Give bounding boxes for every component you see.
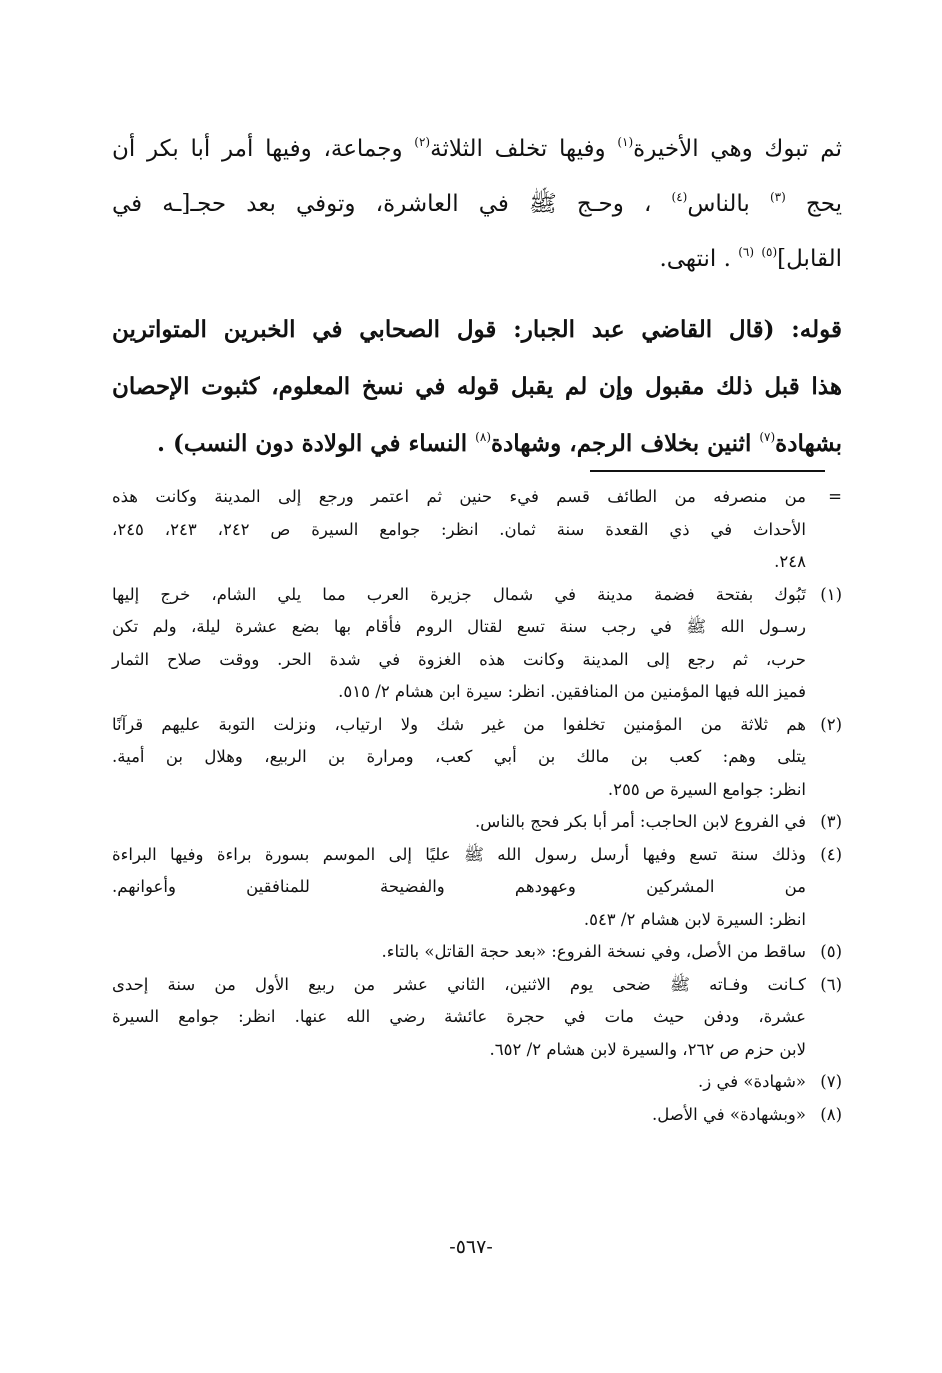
text-segment: ، وحـج ﷺ في العاشرة، وتوفي بعد حجـ[ـه في	[112, 191, 672, 217]
footnote-line: رسـول الله ﷺ في رجب سنة تسع لقتال الروم فأقام بها بضع عشرة ليلة، ولم تكن	[112, 617, 806, 636]
footnote-line: فميز الله فيها المؤمنين من المنافقين. انظر: سيرة ابن هشام ٢/ ٥١٥.	[338, 682, 806, 701]
footnote	[112, 1066, 842, 1099]
footnote-marker: (٤)	[671, 190, 688, 204]
footnote-number: (٧)	[820, 1072, 842, 1091]
text-line	[112, 177, 842, 232]
footnote	[112, 709, 842, 807]
text-segment: النساء في الولادة دون النسب) .	[157, 430, 476, 457]
footnote-marker: (٨)	[475, 430, 491, 444]
text-segment: . انتهى.	[659, 246, 739, 272]
footnote	[112, 481, 842, 579]
footnote-marker: (٢)	[414, 135, 431, 149]
text-segment: اثنين بخلاف الرجم، وشهادة	[491, 430, 760, 457]
footnote	[112, 579, 842, 709]
footnote-line: كـانت وفـاته ﷺ ضحى يوم الاثنين، الثاني عشر من ربيع الأول من سنة إحدى	[112, 974, 806, 994]
footnote-line: انظر: جوامع السيرة ص ٢٥٥.	[607, 779, 806, 799]
footnote-number: (٥)	[820, 942, 842, 961]
footnote-line: ٢٤٨.	[774, 552, 806, 571]
footnote-line: «شهادة» في ز.	[698, 1072, 806, 1091]
footnote-number: (٦)	[820, 974, 842, 994]
footnote-number: (١)	[820, 584, 842, 604]
quote-paragraph	[112, 301, 842, 472]
footnote-line: تَبُوك بفتحة فضمة مدينة في شمال جزيرة العرب مما يلي الشام، خرج إليها	[112, 584, 806, 604]
footnote-line: «وبشهادة» في الأصل.	[652, 1104, 806, 1124]
footnote-line: وذلك سنة تسع وفيها أرسل رسول الله ﷺ عليًا إلى الموسم بسورة براءة وفيها البراءة	[112, 844, 806, 864]
footnote-marker: (٥)	[761, 245, 778, 259]
footnote	[112, 839, 842, 937]
footnote-line: من المشركين وعهودهم والفضيحة للمنافقين وأعوانهم.	[112, 877, 806, 896]
footnote-marker: (١)	[617, 135, 634, 149]
footnote-line: هم ثلاثة من المؤمنين تخلفوا من غير شك ولا ارتياب، ونزلت التوبة عليهم قرآنًا	[112, 714, 806, 734]
text-segment: وجماعة، وفيها أمر أبا بكر أن	[112, 136, 415, 162]
footnote-line: يتلى وهم: كعب بن مالك بن أبي كعب، ومرارة بن الربيع، وهلال بن أمية.	[112, 747, 806, 766]
footnote-number: =	[828, 487, 842, 506]
text-line	[112, 232, 842, 287]
main-paragraph	[112, 122, 842, 287]
footnote-number: (٨)	[820, 1104, 842, 1124]
text-segment: قوله: (قال القاضي عبد الجبار: قول الصحابي في الخبرين المتواترين	[112, 316, 842, 343]
footnote-number: (٤)	[820, 844, 842, 864]
footnote-line: انظر: السيرة لابن هشام ٢/ ٥٤٣.	[583, 909, 806, 929]
text-line	[112, 301, 842, 358]
footnote-marker: (٧)	[759, 430, 776, 444]
footnote-line: في الفروع لابن الحاجب: أمر أبا بكر فحج بالناس.	[474, 812, 806, 831]
text-segment: بشهادة	[775, 430, 842, 457]
footnote-line: الأحداث في ذي القعدة سنة ثمان. انظر: جوامع السيرة ص ٢٤٢، ٢٤٣، ٢٤٥،	[112, 519, 806, 539]
text-segment: بالناس	[687, 191, 770, 217]
text-segment: القابل]	[777, 246, 842, 272]
main-text	[112, 122, 842, 472]
text-line	[112, 358, 842, 415]
footnote-line: ساقط من الأصل، وفي نسخة الفروع: «بعد حجة القاتل» بالتاء.	[381, 942, 806, 961]
text-segment: وفيها تخلف الثلاثة	[430, 136, 618, 162]
footnote-line: عشرة، ودفن حيث مات في حجرة عائشة رضي الله عنها. انظر: جوامع السيرة	[112, 1007, 806, 1026]
page-number: -٥٦٧-	[449, 1236, 493, 1258]
footnote-marker: (٣)	[769, 190, 786, 204]
footnote-line: لابن حزم ص ٢٦٢، والسيرة لابن هشام ٢/ ٦٥٢.	[489, 1039, 806, 1059]
footnote	[112, 806, 842, 839]
footnote-separator	[590, 470, 825, 472]
footnote-number: (٣)	[820, 812, 842, 831]
footnote-number: (٢)	[820, 714, 842, 734]
text-line	[112, 122, 842, 177]
text-segment: هذا قبل ذلك مقبول وإن لم يقبل قوله في نسخ المعلوم، كثبوت الإحصان	[112, 373, 842, 400]
footnote	[112, 969, 842, 1067]
footnote-line: من منصرفه من الطائف قسم فيء حنين ثم اعتمر ورجع إلى المدينة وكانت هذه	[112, 487, 806, 506]
text-line	[112, 415, 842, 472]
footnote	[112, 1099, 842, 1132]
footnote-marker: (٦)	[738, 245, 755, 259]
footnotes	[112, 481, 842, 1131]
footnote	[112, 936, 842, 969]
text-segment: يحج	[785, 191, 842, 217]
footnote-line: حرب، ثم رجع إلى المدينة وكانت هذه الغزوة في شدة الحر. ووقت صلاح الثمار	[112, 649, 806, 669]
text-segment: ثم تبوك وهي الأخيرة	[633, 136, 842, 162]
